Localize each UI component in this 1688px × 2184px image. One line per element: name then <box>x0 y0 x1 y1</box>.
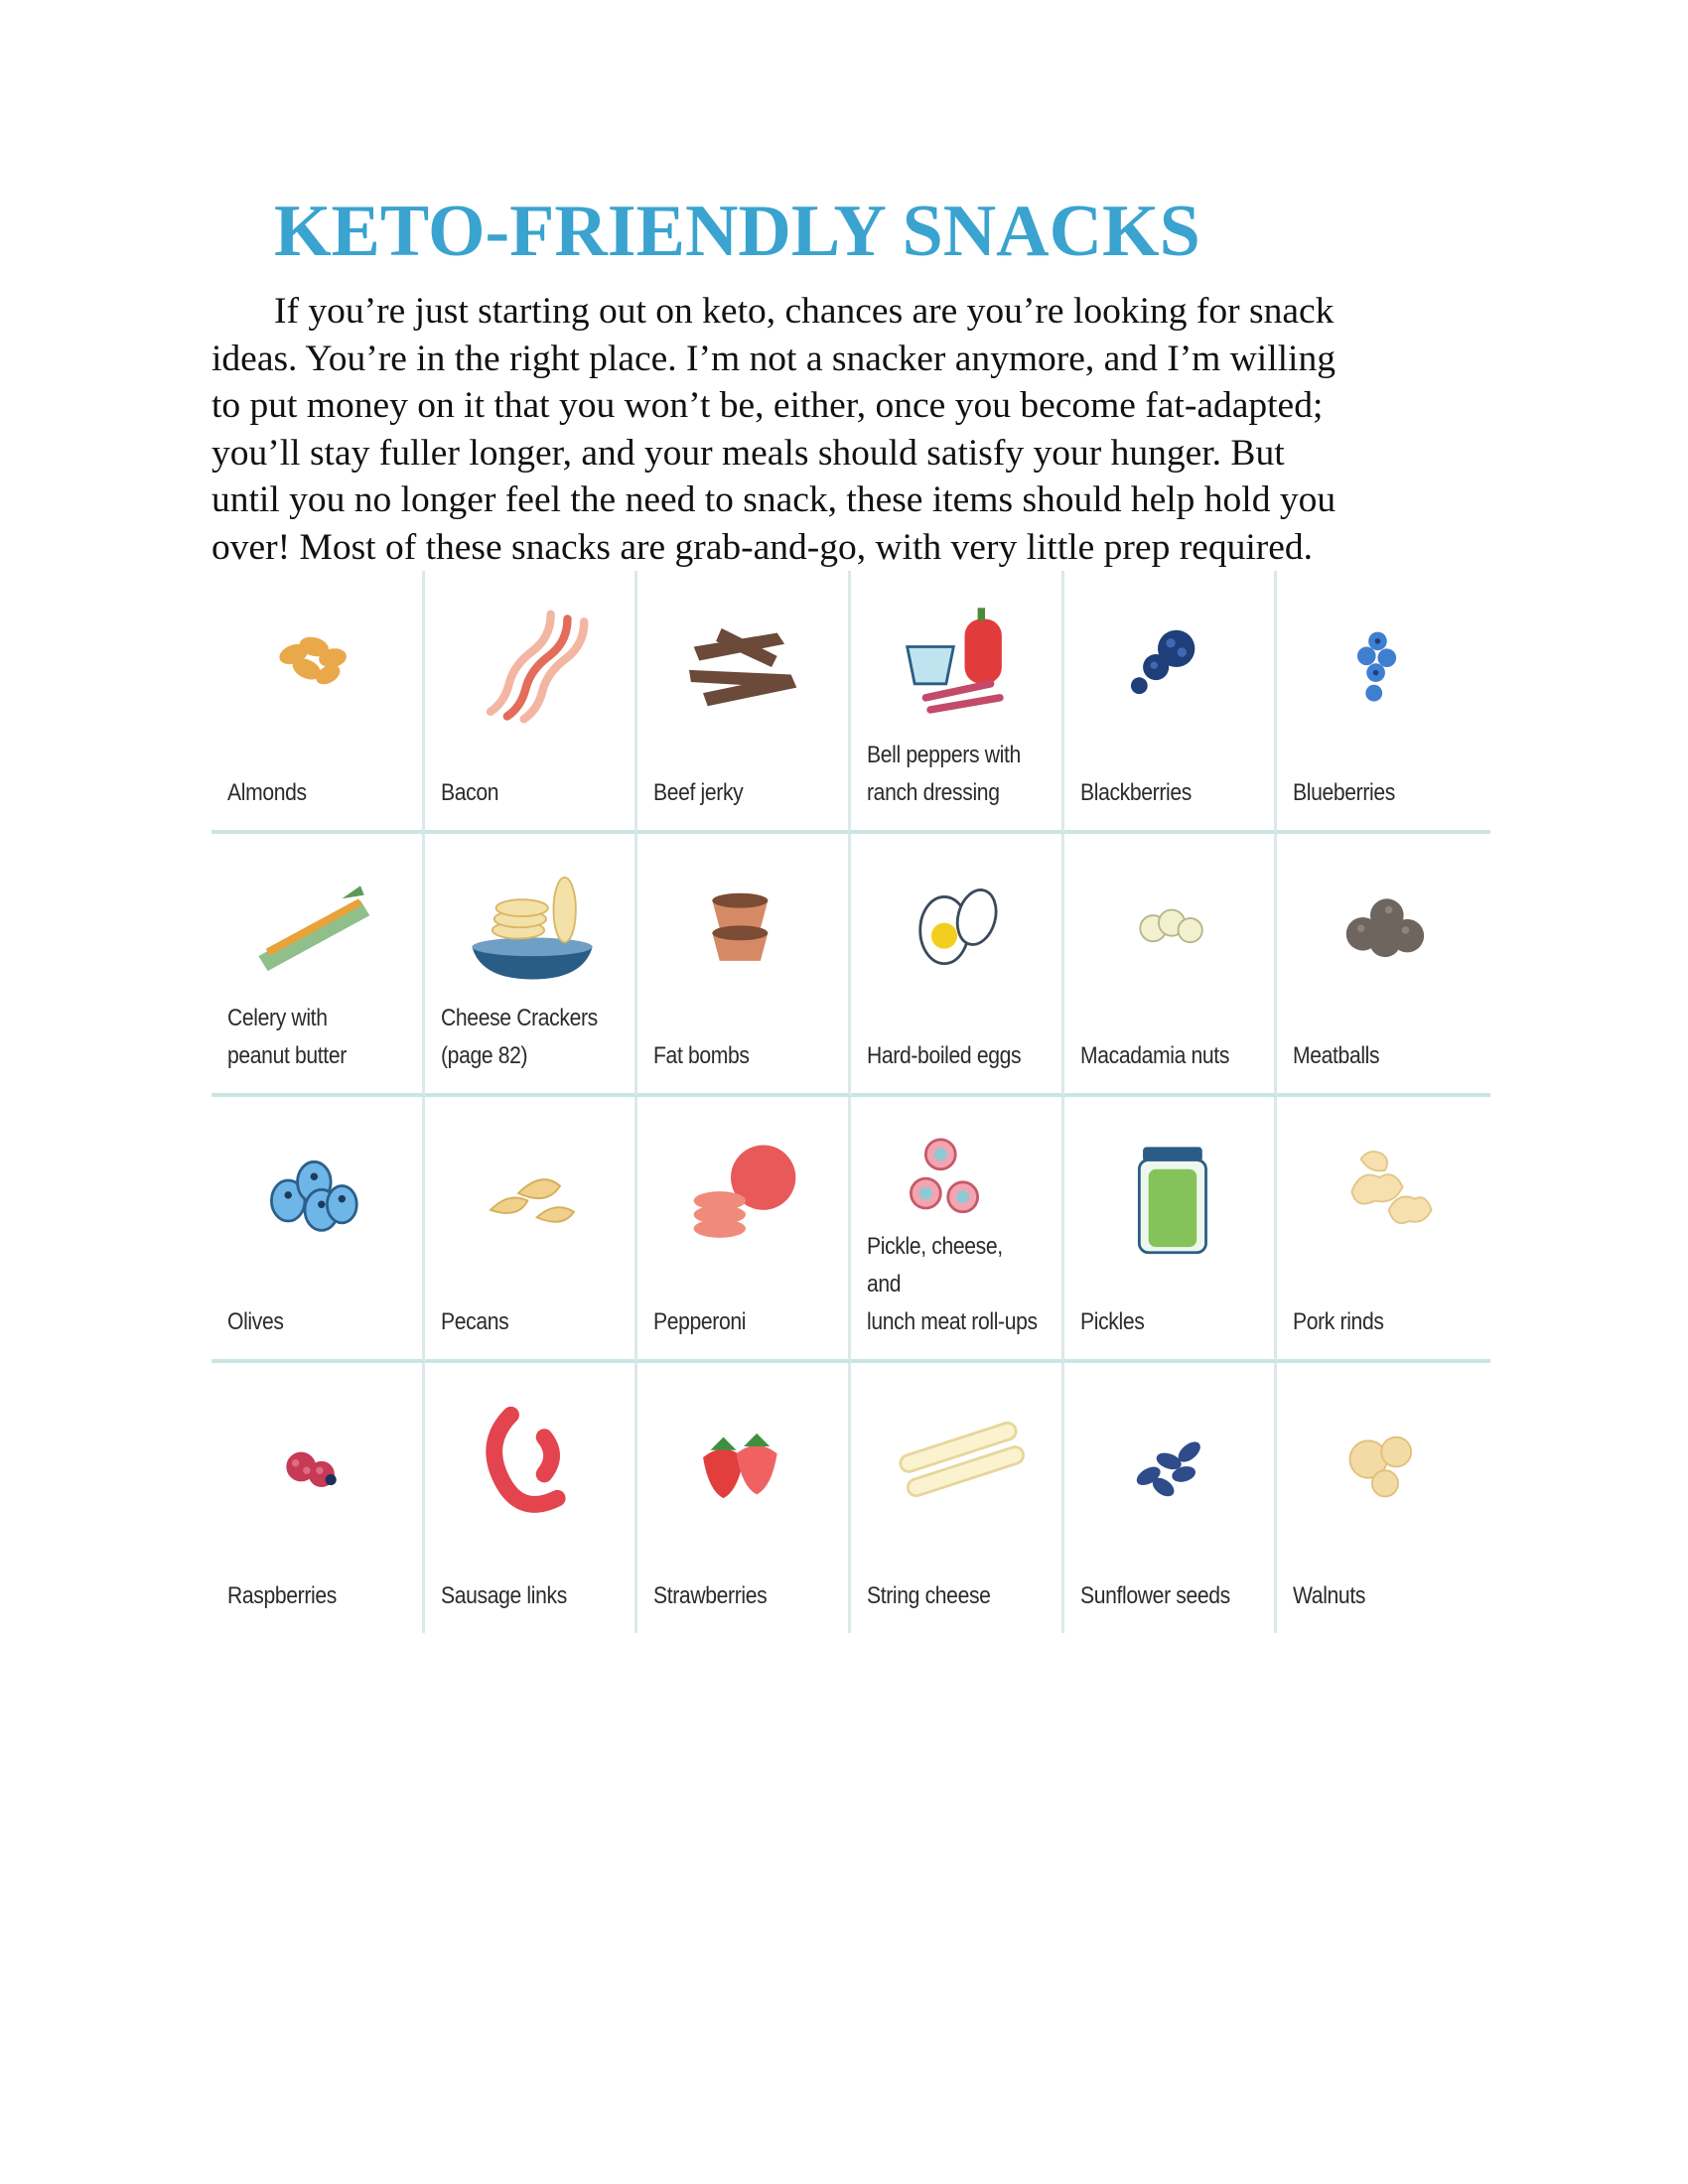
beef-jerky-icon <box>647 579 842 743</box>
pickle-jar-icon <box>1074 1105 1269 1269</box>
snack-item <box>851 1097 1064 1363</box>
walnuts-icon <box>1287 1371 1481 1535</box>
bacon-icon <box>435 579 630 743</box>
snack-item <box>425 834 638 1097</box>
olives-icon <box>221 1105 416 1269</box>
snack-item <box>1064 1097 1278 1363</box>
blackberries-icon <box>1074 579 1269 743</box>
snack-item <box>211 1097 425 1363</box>
snack-item <box>637 571 851 834</box>
snack-item <box>211 1363 425 1633</box>
snack-label: Meatballs <box>1293 1042 1380 1069</box>
snack-label: Cheese Crackers (page 82) <box>440 1005 598 1069</box>
macadamia-icon <box>1074 842 1269 1006</box>
intro-line: to put money on it that you won’t be, either, once you become fat-adapted; <box>211 385 1324 426</box>
intro-line: you’ll stay fuller longer, and your meals should satisfy your hunger. But <box>211 432 1285 474</box>
snack-label: Pickles <box>1079 1308 1145 1335</box>
snack-item <box>425 571 638 834</box>
cheese-crackers-icon <box>435 842 630 1006</box>
sunflower-seeds-icon <box>1074 1371 1269 1535</box>
snack-item <box>851 834 1064 1097</box>
snack-label: Olives <box>227 1308 284 1335</box>
blueberries-icon <box>1287 579 1481 743</box>
snack-label: Almonds <box>227 779 307 806</box>
snack-item <box>425 1363 638 1633</box>
snack-label: Hard-boiled eggs <box>867 1042 1022 1069</box>
snack-label: String cheese <box>867 1582 991 1609</box>
snack-item <box>1277 834 1490 1097</box>
snack-label: Pickle, cheese, and lunch meat roll-ups <box>867 1233 1038 1335</box>
snack-item <box>851 1363 1064 1633</box>
snack-label: Celery with peanut butter <box>227 1005 347 1069</box>
snack-label: Bacon <box>440 779 498 806</box>
snack-label: Pepperoni <box>653 1308 747 1335</box>
snack-label: Pork rinds <box>1293 1308 1384 1335</box>
intro-line: If you’re just starting out on keto, chances are you’re looking for snack <box>274 291 1335 332</box>
snack-grid <box>211 571 1490 1633</box>
sausage-icon <box>435 1371 630 1535</box>
strawberries-icon <box>647 1371 842 1535</box>
snack-label: Sausage links <box>440 1582 567 1609</box>
snack-item <box>851 571 1064 834</box>
snack-item <box>1277 571 1490 834</box>
almonds-icon <box>221 579 416 743</box>
snack-label: Blackberries <box>1079 779 1192 806</box>
snack-label: Beef jerky <box>653 779 744 806</box>
celery-icon <box>221 842 416 1006</box>
snack-item <box>211 834 425 1097</box>
snack-label: Raspberries <box>227 1582 337 1609</box>
snack-label: Walnuts <box>1293 1582 1366 1609</box>
snack-item <box>1064 571 1278 834</box>
meatballs-icon <box>1287 842 1481 1006</box>
pecans-icon <box>435 1105 630 1269</box>
string-cheese-icon <box>861 1371 1055 1535</box>
intro-line: until you no longer feel the need to snack, these items should help hold you <box>211 479 1336 520</box>
snack-item <box>637 1363 851 1633</box>
fat-bombs-icon <box>647 842 842 1006</box>
intro-paragraph <box>211 288 1502 571</box>
bell-pepper-icon <box>861 579 1055 743</box>
snack-item <box>1277 1097 1490 1363</box>
raspberries-icon <box>221 1371 416 1535</box>
intro-line: over! Most of these snacks are grab-and-go, with very little prep required. <box>211 526 1313 568</box>
snack-item <box>637 834 851 1097</box>
snack-label: Sunflower seeds <box>1079 1582 1230 1609</box>
pork-rinds-icon <box>1287 1105 1481 1269</box>
snack-item <box>1064 1363 1278 1633</box>
snack-item <box>1064 834 1278 1097</box>
snack-item <box>637 1097 851 1363</box>
pepperoni-icon <box>647 1105 842 1269</box>
snack-item <box>425 1097 638 1363</box>
snack-label: Macadamia nuts <box>1079 1042 1229 1069</box>
snack-label: Pecans <box>440 1308 508 1335</box>
snack-label: Strawberries <box>653 1582 768 1609</box>
snack-label: Blueberries <box>1293 779 1396 806</box>
page-title: KETO-FRIENDLY SNACKS <box>274 191 1200 272</box>
intro-line: ideas. You’re in the right place. I’m not a snacker anymore, and I’m willing <box>211 338 1336 379</box>
snack-item <box>211 571 425 834</box>
snack-label: Bell peppers with ranch dressing <box>867 742 1021 806</box>
snack-label: Fat bombs <box>653 1042 750 1069</box>
snack-item <box>1277 1363 1490 1633</box>
eggs-icon <box>861 842 1055 1006</box>
